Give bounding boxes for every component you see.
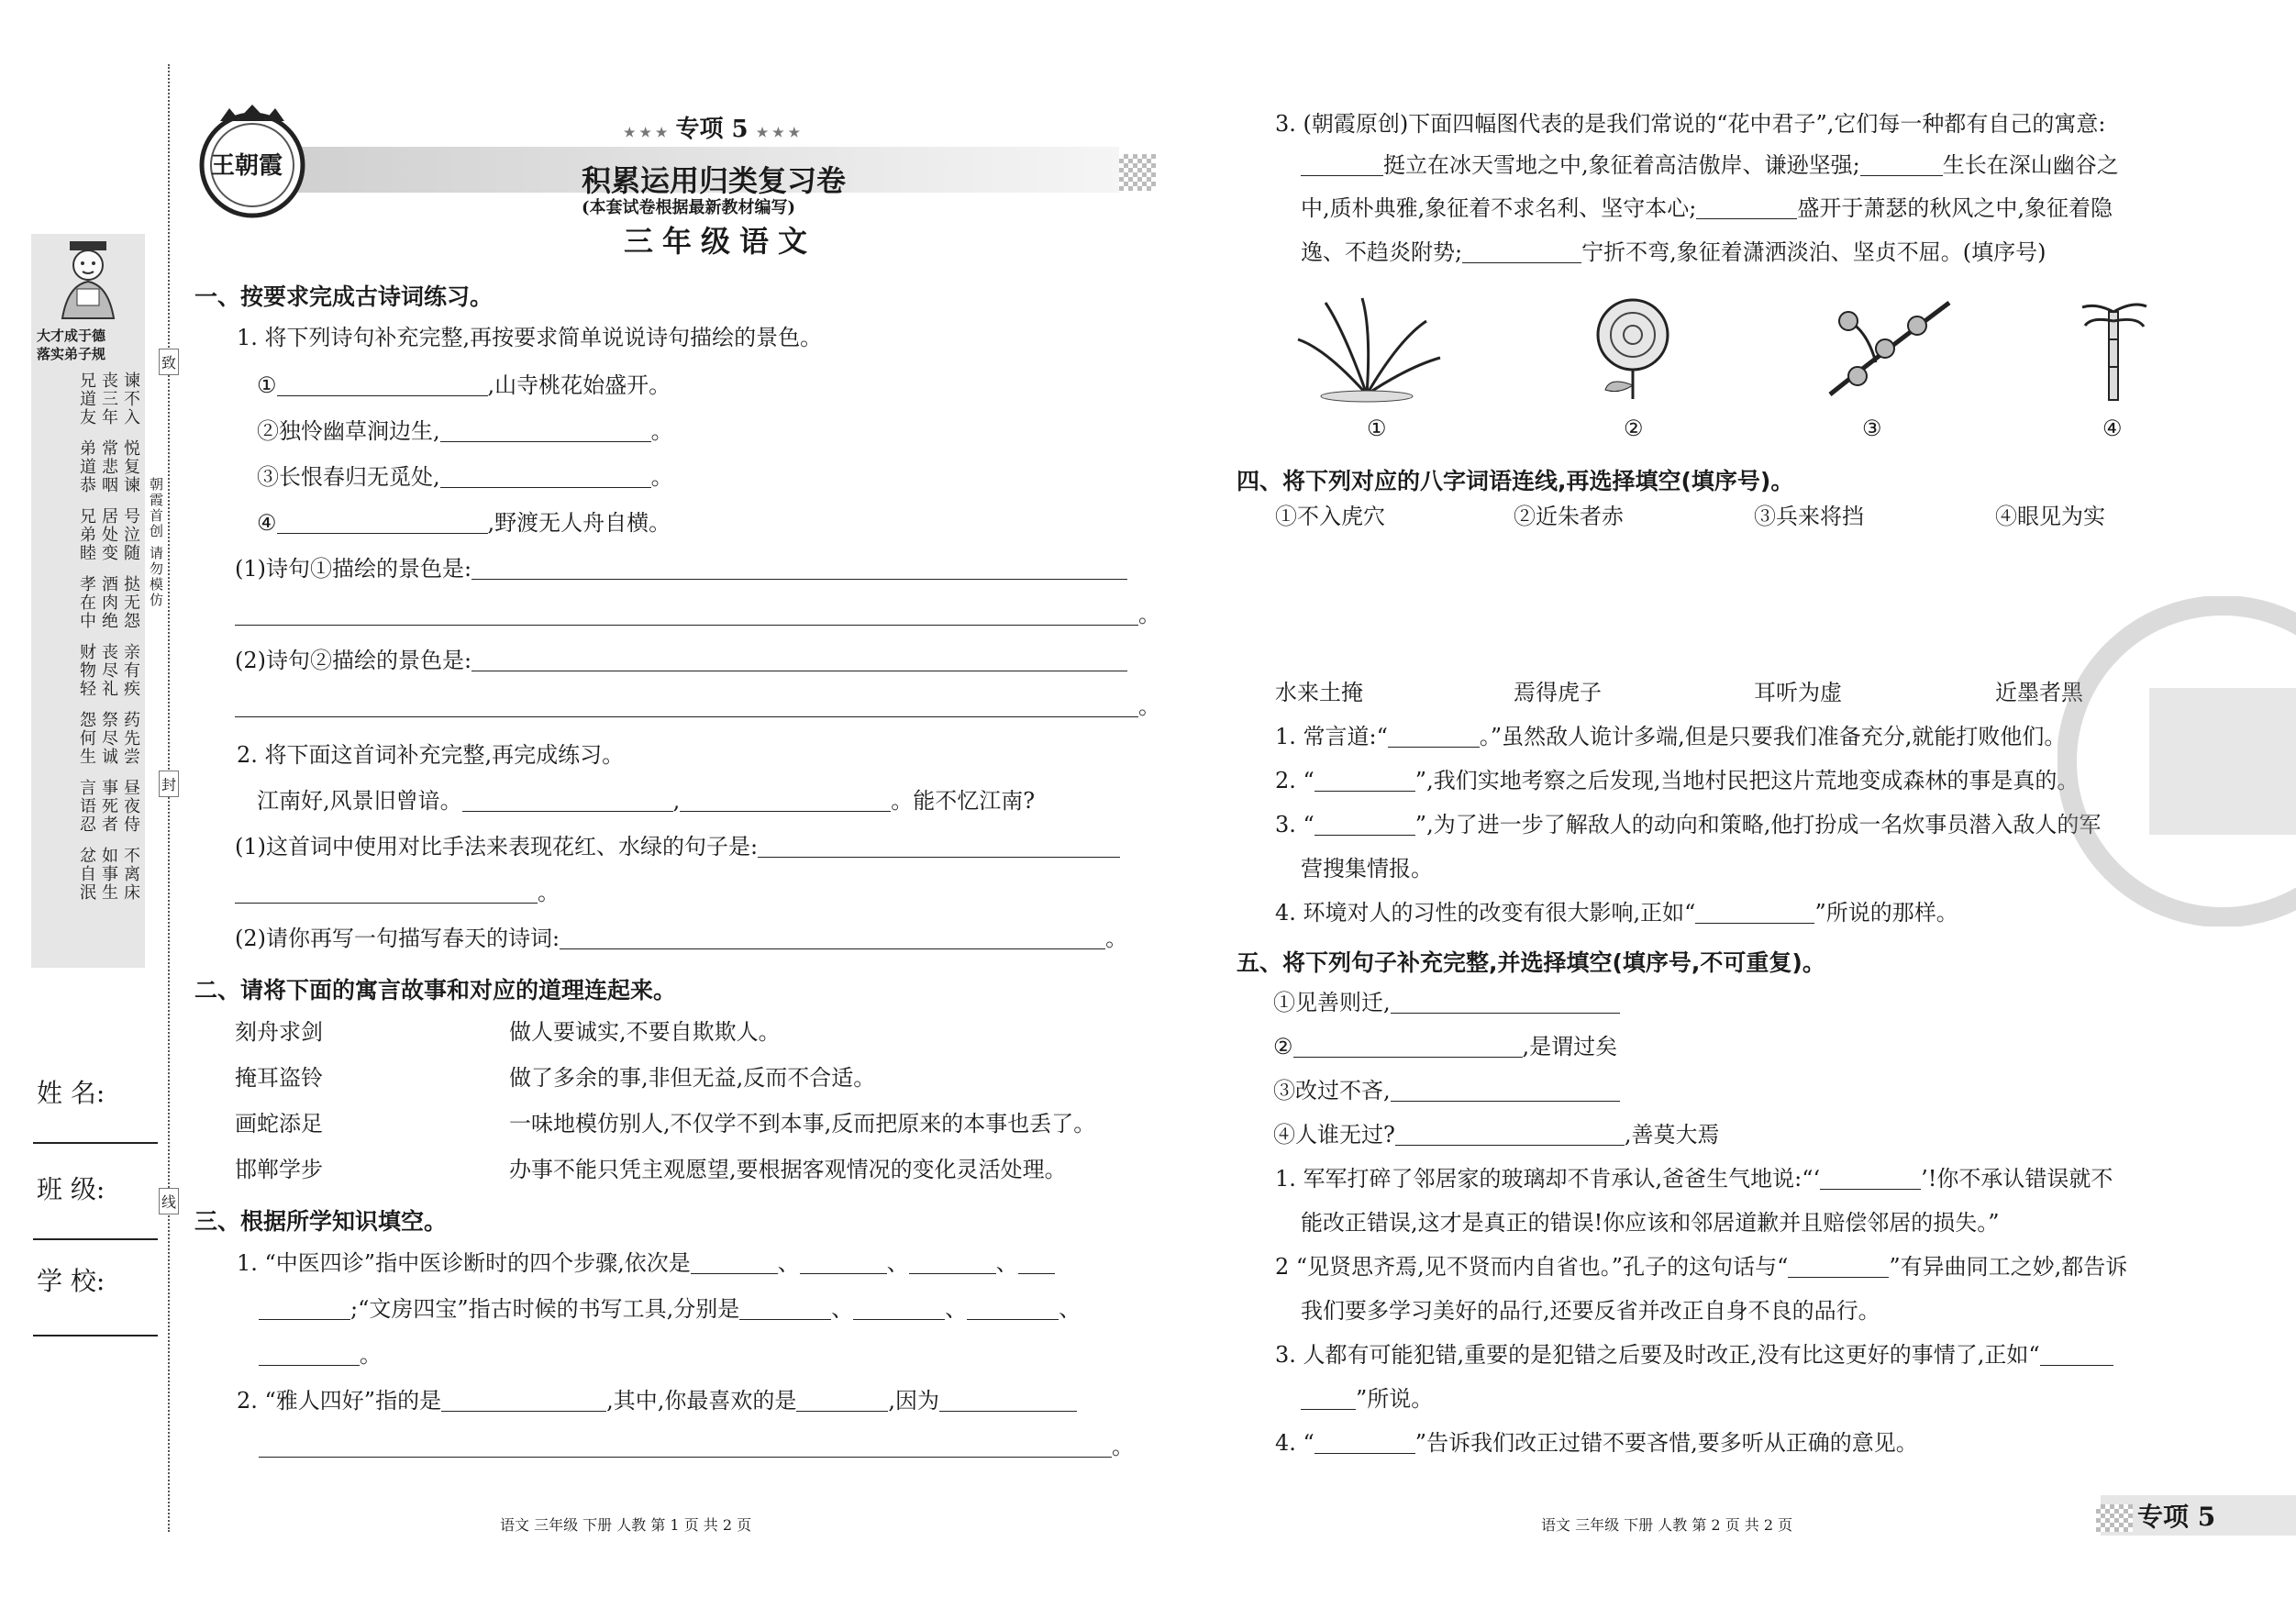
s3-q2: 2. “雅人四好”指的是 ,其中,你最喜欢的是 ,因为 xyxy=(237,1387,1077,1414)
footer-page-2: 语文 三年级 下册 人教 第 2 页 共 2 页 xyxy=(1541,1516,1793,1534)
s5-q2-cont: 我们要多学习美好的品行,还要反省并改正自身不良的品行。 xyxy=(1301,1298,1880,1324)
s5-line-1: ①见善则迁, xyxy=(1273,989,1620,1016)
fable-1[interactable]: 刻舟求剑 xyxy=(235,1019,323,1045)
blank[interactable] xyxy=(1462,240,1581,263)
name-label: 姓 名: xyxy=(37,1078,105,1108)
blank[interactable] xyxy=(1314,813,1415,836)
s3-q1: 1. “中医四诊”指中医诊断时的四个步骤,依次是 、 、 、 xyxy=(237,1249,1055,1277)
section-1-title: 一、按要求完成古诗词练习。 xyxy=(194,283,494,310)
blank[interactable] xyxy=(853,1297,945,1320)
s1-p1: (1)诗句①描绘的景色是: xyxy=(235,555,1127,582)
answer-line[interactable] xyxy=(235,881,538,904)
s4-q4: 4. 环境对人的习性的改变有很大影响,正如“ ”所说的那样。 xyxy=(1275,900,1958,926)
s5-q3: 3. 人都有可能犯错,重要的是犯错之后要及时改正,没有比这更好的事情了,正如“ xyxy=(1275,1341,2113,1369)
answer-line[interactable] xyxy=(758,835,1120,858)
idiom-bottom-2[interactable]: 焉得虎子 xyxy=(1514,680,1602,705)
s3-q1-cont: ;“文房四宝”指古时候的书写工具,分别是 、 、 、 xyxy=(259,1295,1081,1323)
name-field[interactable] xyxy=(33,1142,158,1144)
blank[interactable] xyxy=(2040,1343,2113,1366)
moral-3[interactable]: 一味地模仿别人,不仅学不到本事,反而把原来的本事也丢了。 xyxy=(509,1111,1096,1137)
school-label: 学 校: xyxy=(37,1266,105,1296)
blank[interactable] xyxy=(1860,153,1943,176)
section-2-title: 二、请将下面的寓言故事和对应的道理连起来。 xyxy=(194,977,677,1004)
blank[interactable] xyxy=(1391,1079,1620,1102)
scholar-figure-icon xyxy=(31,234,145,326)
s5-q3-cont: ”所说。 xyxy=(1301,1385,1433,1413)
dizigui-col: 丧三年 常悲咽 居处变 酒肉绝 丧尽礼 祭尽诚 事死者 如事生 xyxy=(99,372,118,902)
blank[interactable] xyxy=(796,1389,888,1412)
s1-p2: (2)诗句②描绘的景色是: xyxy=(235,647,1127,674)
school-field[interactable] xyxy=(33,1335,158,1336)
s4-q1: 1. 常言道:“ 。”虽然敌人诡计多端,但是只要我们准备充分,就能打败他们。 xyxy=(1275,724,2067,749)
blank[interactable] xyxy=(1388,725,1480,748)
blank[interactable] xyxy=(277,511,488,534)
plum-blossom-icon xyxy=(1821,294,1958,404)
s3-q3-line2: 挺立在冰天雪地之中,象征着高洁傲岸、谦逊坚强; 生长在深山幽谷之 xyxy=(1301,151,2119,179)
blank[interactable] xyxy=(1395,1123,1625,1146)
dizigui-panel xyxy=(31,234,145,968)
s3-q3-line4: 逸、不趋炎附势; 宁折不弯,象征着潇洒淡泊、坚贞不屈。(填序号) xyxy=(1301,239,2046,265)
fable-2[interactable]: 掩耳盗铃 xyxy=(235,1065,323,1091)
s5-line-2: ② ,是谓过矣 xyxy=(1273,1034,1618,1059)
s1-line-3: ③长恨春归无觅处, 。 xyxy=(257,464,673,490)
s1-q2: 2. 将下面这首词补充完整,再完成练习。 xyxy=(237,742,625,768)
s1-line-1: ① ,山寺桃花始盛开。 xyxy=(257,372,671,398)
moral-1[interactable]: 做人要诚实,不要自欺欺人。 xyxy=(509,1019,781,1045)
s4-q2: 2. “ ”,我们实地考察之后发现,当地村民把这片荒地变成森林的事是真的。 xyxy=(1275,768,2080,793)
class-field[interactable] xyxy=(33,1238,158,1240)
blank[interactable] xyxy=(1293,1035,1523,1058)
blank[interactable] xyxy=(1696,196,1797,219)
logo-text: 王朝霞 xyxy=(211,152,283,180)
bamboo-icon xyxy=(2078,294,2151,404)
section-3-title: 三、根据所学知识填空。 xyxy=(194,1208,448,1235)
blank[interactable] xyxy=(739,1297,831,1320)
idiom-top-4[interactable]: ④眼见为实 xyxy=(1995,504,2105,529)
s5-line-3: ③改过不吝, xyxy=(1273,1077,1620,1104)
blank[interactable] xyxy=(1301,1387,1356,1410)
blank[interactable] xyxy=(440,465,651,488)
flower-label-3: ③ xyxy=(1862,416,1882,441)
dizigui-col: 兄道友 弟道恭 兄弟睦 孝在中 财物轻 怨何生 言语忍 忿自泯 xyxy=(77,372,96,902)
flower-label-2: ② xyxy=(1624,416,1644,441)
header-checker xyxy=(1119,154,1156,191)
watermark-seal-icon xyxy=(2058,596,2296,926)
blank[interactable] xyxy=(1314,769,1415,792)
s1-q2-1-cont: 。 xyxy=(235,879,560,906)
s5-q1: 1. 军军打碎了邻居家的玻璃却不肯承认,爸爸生气地说:“‘ ’!你不承认错误就不 xyxy=(1275,1166,2113,1192)
binding-line xyxy=(168,64,170,1532)
blank[interactable] xyxy=(462,789,673,812)
blank[interactable] xyxy=(939,1389,1077,1412)
s1-q2-1: (1)这首词中使用对比手法来表现花红、水绿的句子是: xyxy=(235,833,1120,860)
dizigui-columns xyxy=(39,372,139,959)
blank[interactable] xyxy=(1788,1255,1889,1278)
answer-line[interactable] xyxy=(471,649,1127,671)
flower-label-1: ① xyxy=(1367,416,1387,441)
idiom-bottom-4[interactable]: 近墨者黑 xyxy=(1995,680,2083,705)
answer-line[interactable] xyxy=(235,603,1138,626)
corner-tag-label: 专项 5 xyxy=(2137,1502,2216,1532)
blank[interactable] xyxy=(1820,1167,1921,1190)
blank[interactable] xyxy=(800,1251,887,1274)
s5-line-4: ④人谁无过? ,善莫大焉 xyxy=(1273,1122,1720,1148)
s1-q1: 1. 将下列诗句补充完整,再按要求简单说说诗句描绘的景色。 xyxy=(237,325,823,350)
idiom-top-3[interactable]: ③兵来将挡 xyxy=(1754,504,1864,529)
section-4-title: 四、将下列对应的八字词语连线,再选择填空(填序号)。 xyxy=(1237,468,1794,494)
s1-poem: 江南好,风景旧曾谙。 , 。能不忆江南? xyxy=(257,788,1036,814)
idiom-top-2[interactable]: ②近朱者赤 xyxy=(1514,504,1624,529)
orchid-icon xyxy=(1289,294,1445,404)
answer-line[interactable] xyxy=(235,694,1138,717)
answer-line[interactable] xyxy=(471,557,1127,580)
s5-q1-cont: 能改正错误,这才是真正的错误!你应该和邻居道歉并且赔偿邻居的损失。” xyxy=(1301,1210,2000,1236)
page-title: 积累运用归类复习卷 xyxy=(582,163,847,198)
chrysanthemum-icon xyxy=(1573,294,1692,404)
s1-p1-cont: 。 xyxy=(235,601,1160,628)
motto-1: 大才成于德 xyxy=(37,327,106,344)
s5-q2: 2 “见贤思齐焉,见不贤而内自省也。”孔子的这句话与“ ”有异曲同工之妙,都告诉 xyxy=(1275,1254,2128,1280)
page-subtitle: (本套试卷根据最新教材编写) xyxy=(582,198,796,217)
grade-title: 三年级语文 xyxy=(624,224,817,259)
idiom-bottom-3[interactable]: 耳听为虚 xyxy=(1754,680,1842,705)
class-label: 班 级: xyxy=(37,1174,105,1204)
blank[interactable] xyxy=(1695,901,1814,924)
seal-char-2: 封 xyxy=(159,771,179,797)
blank[interactable] xyxy=(277,373,488,396)
seal-char-3: 线 xyxy=(159,1188,179,1214)
corner-checker xyxy=(2096,1504,2133,1532)
s4-q3: 3. “ ”,为了进一步了解敌人的动向和策略,他打扮成一名炊事员潜入敌人的军 xyxy=(1275,812,2102,837)
s3-q2-cont: 。 xyxy=(259,1433,1134,1460)
blank[interactable] xyxy=(1391,991,1620,1014)
answer-line[interactable] xyxy=(560,926,1105,949)
s4-q3-cont: 营搜集情报。 xyxy=(1301,856,1433,882)
special-label: ★ ★ ★ 专项 5 ★ ★ ★ xyxy=(624,116,801,143)
dizigui-col: 谏不入 悦复谏 号泣随 挞无怨 亲有疾 药先尝 昼夜侍 不离床 xyxy=(121,372,140,902)
blank[interactable] xyxy=(259,1297,350,1320)
s3-q1-cont2: 。 xyxy=(259,1341,382,1369)
notice-text: 朝霞首创 请勿模仿 xyxy=(148,477,164,608)
moral-2[interactable]: 做了多余的事,非但无益,反而不合适。 xyxy=(509,1065,876,1091)
blank[interactable] xyxy=(1301,153,1383,176)
blank[interactable] xyxy=(691,1251,778,1274)
flower-label-4: ④ xyxy=(2102,416,2123,441)
s5-q4: 4. “ ”告诉我们改正过错不要吝惜,要多听从正确的意见。 xyxy=(1275,1430,1918,1456)
s1-p2-cont: 。 xyxy=(235,693,1160,720)
blank[interactable] xyxy=(1314,1431,1415,1454)
s3-q3-line1: 3. (朝霞原创)下面四幅图代表的是我们常说的“花中君子”,它们每一种都有自己的寓意: xyxy=(1275,111,2106,137)
s3-q3-line3: 中,质朴典雅,象征着不求名利、坚守本心; 盛开于萧瑟的秋风之中,象征着隐 xyxy=(1301,195,2113,221)
blank[interactable] xyxy=(440,419,651,442)
seal-char-1: 致 xyxy=(159,349,179,375)
idiom-bottom-1[interactable]: 水来土掩 xyxy=(1275,680,1363,705)
s1-line-2: ②独怜幽草涧边生, 。 xyxy=(257,418,673,444)
moral-4[interactable]: 办事不能只凭主观愿望,要根据客观情况的变化灵活处理。 xyxy=(509,1157,1067,1182)
section-5-title: 五、将下列句子补充完整,并选择填空(填序号,不可重复)。 xyxy=(1237,949,1825,976)
idiom-top-1[interactable]: ①不入虎穴 xyxy=(1275,504,1385,529)
blank[interactable] xyxy=(967,1297,1059,1320)
motto-2: 落实弟子规 xyxy=(37,346,106,362)
fable-3[interactable]: 画蛇添足 xyxy=(235,1111,323,1137)
s1-line-4: ④ ,野渡无人舟自横。 xyxy=(257,510,671,536)
blank[interactable] xyxy=(680,789,891,812)
blank[interactable] xyxy=(441,1389,606,1412)
footer-page-1: 语文 三年级 下册 人教 第 1 页 共 2 页 xyxy=(500,1516,752,1534)
blank[interactable] xyxy=(259,1343,360,1366)
fable-4[interactable]: 邯郸学步 xyxy=(235,1157,323,1182)
s1-q2-2: (2)请你再写一句描写春天的诗词: 。 xyxy=(235,926,1128,951)
blank[interactable] xyxy=(1018,1251,1055,1274)
answer-line[interactable] xyxy=(259,1435,1112,1458)
blank[interactable] xyxy=(909,1251,996,1274)
